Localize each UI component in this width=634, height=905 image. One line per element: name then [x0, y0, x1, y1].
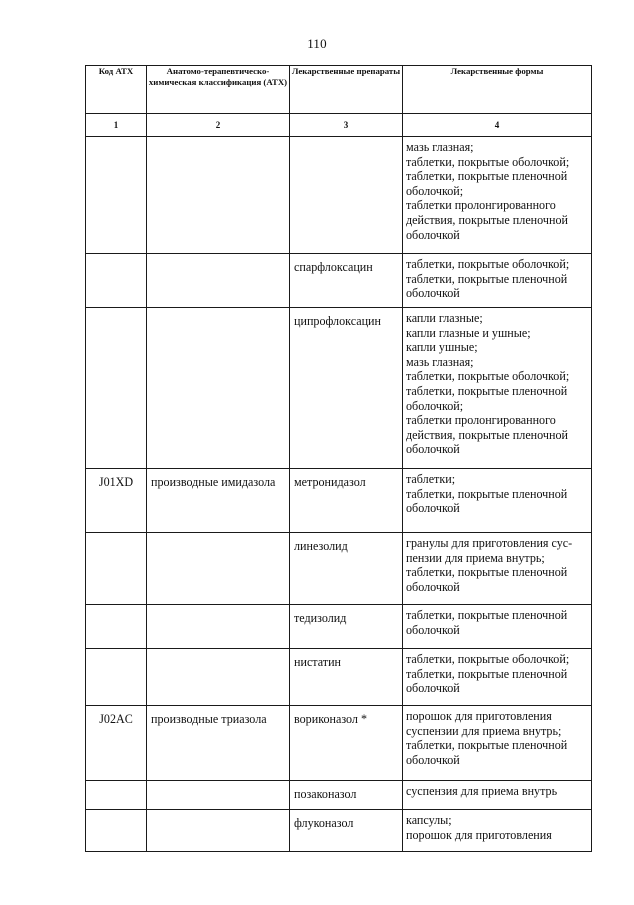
- dosage-forms-cell: [403, 308, 592, 469]
- drug-name-cell: [290, 137, 403, 254]
- table-row: [86, 254, 592, 308]
- table-row: [86, 706, 592, 781]
- column-number-row: [86, 114, 592, 137]
- drug-name-cell: ципрофлоксацин: [290, 308, 403, 469]
- dosage-forms-cell: [403, 781, 592, 810]
- atc-group-cell: [147, 254, 290, 308]
- drug-name-cell: вориконазол *: [290, 706, 403, 781]
- table-row: [86, 533, 592, 605]
- atc-group-cell: [147, 810, 290, 852]
- atx-code-cell: [86, 533, 147, 605]
- dosage-form-line: гранулы для приготовления сус-: [406, 536, 573, 550]
- atc-group-cell: производные триазола: [147, 706, 290, 781]
- dosage-forms-cell: [403, 469, 592, 533]
- dosage-form-line: таблетки, покрытые оболочкой;: [406, 257, 570, 271]
- dosage-form-line: оболочкой;: [406, 183, 464, 198]
- dosage-forms-cell: [403, 706, 592, 781]
- atx-code-cell: [86, 308, 147, 469]
- table-row: [86, 781, 592, 810]
- header-row: [86, 66, 592, 114]
- dosage-form-line: оболочкой: [406, 579, 460, 594]
- dosage-forms-cell: [403, 254, 592, 308]
- dosage-form-line: таблетки, покрытые оболочкой;: [406, 652, 570, 666]
- dosage-form-line: таблетки пролонгированного: [406, 198, 556, 213]
- header-atc-classification: Анатомо-терапевтическо-химическая классификация (АТХ): [147, 66, 290, 114]
- drug-name-cell: метронидазол: [290, 469, 403, 533]
- dosage-forms-cell: [403, 605, 592, 649]
- header-drugs: Лекарственные препараты: [290, 66, 403, 114]
- header-atx-code: Код АТХ: [86, 66, 147, 114]
- atx-code-cell: J01XD: [86, 469, 147, 533]
- dosage-forms-cell: [403, 649, 592, 706]
- table-row: [86, 649, 592, 706]
- dosage-form-line: порошок для приготовления: [406, 709, 552, 723]
- dosage-form-line: суспензия для приема внутрь: [406, 784, 558, 798]
- atc-group-cell: [147, 649, 290, 706]
- atc-group-cell: [147, 533, 290, 605]
- table-row: [86, 308, 592, 469]
- drug-name-cell: тедизолид: [290, 605, 403, 649]
- dosage-form-line: оболочкой: [406, 442, 460, 457]
- dosage-form-line: таблетки, покрытые оболочкой;: [406, 369, 570, 384]
- dosage-form-line: таблетки, покрытые оболочкой;: [406, 154, 570, 169]
- atc-group-cell: [147, 308, 290, 469]
- atc-group-cell: [147, 781, 290, 810]
- dosage-form-line: таблетки, покрытые пленочной: [406, 565, 568, 580]
- dosage-form-line: таблетки пролонгированного: [406, 413, 556, 428]
- page-number: 110: [307, 36, 327, 51]
- dosage-form-line: капли ушные;: [406, 340, 478, 355]
- dosage-form-line: оболочкой: [406, 286, 460, 301]
- dosage-form-line: оболочкой: [406, 622, 460, 637]
- dosage-form-line: оболочкой: [406, 752, 460, 767]
- atx-code-cell: [86, 649, 147, 706]
- dosage-form-line: таблетки, покрытые пленочной: [406, 271, 568, 286]
- table-row: [86, 605, 592, 649]
- dosage-forms-cell: [403, 533, 592, 605]
- table-row: [86, 810, 592, 852]
- table-row: [86, 137, 592, 254]
- atc-group-cell: [147, 137, 290, 254]
- dosage-forms-cell: [403, 137, 592, 254]
- dosage-form-line: действия, покрытые пленочной: [406, 427, 568, 442]
- atx-code-cell: [86, 254, 147, 308]
- atc-group-cell: [147, 605, 290, 649]
- dosage-form-line: порошок для приготовления: [406, 827, 552, 842]
- drug-name-cell: флуконазол: [290, 810, 403, 852]
- column-number: 4: [403, 114, 592, 137]
- drug-table: [85, 65, 592, 852]
- column-number: 1: [86, 114, 147, 137]
- dosage-form-line: капсулы;: [406, 813, 452, 827]
- dosage-form-line: пензии для приема внутрь;: [406, 550, 545, 565]
- dosage-form-line: мазь глазная;: [406, 140, 474, 154]
- dosage-form-line: капли глазные и ушные;: [406, 325, 531, 340]
- dosage-form-line: мазь глазная;: [406, 354, 474, 369]
- dosage-form-line: оболочкой: [406, 681, 460, 696]
- dosage-form-line: таблетки, покрытые пленочной: [406, 738, 568, 753]
- atx-code-cell: [86, 781, 147, 810]
- drug-name-cell: нистатин: [290, 649, 403, 706]
- table-row: [86, 469, 592, 533]
- dosage-form-line: таблетки, покрытые пленочной: [406, 169, 568, 184]
- atx-code-cell: J02AC: [86, 706, 147, 781]
- atc-group-cell: производные имидазола: [147, 469, 290, 533]
- dosage-form-line: оболочкой;: [406, 398, 464, 413]
- dosage-form-line: таблетки, покрытые пленочной: [406, 666, 568, 681]
- atx-code-cell: [86, 810, 147, 852]
- dosage-form-line: суспензии для приема внутрь;: [406, 723, 562, 738]
- header-dosage-forms: Лекарственные формы: [403, 66, 592, 114]
- dosage-form-line: действия, покрытые пленочной: [406, 212, 568, 227]
- column-number: 2: [147, 114, 290, 137]
- dosage-form-line: таблетки, покрытые пленочной: [406, 383, 568, 398]
- dosage-form-line: оболочкой: [406, 227, 460, 242]
- table-body: [86, 137, 592, 852]
- atx-code-cell: [86, 137, 147, 254]
- drug-name-cell: спарфлоксацин: [290, 254, 403, 308]
- dosage-form-line: оболочкой: [406, 501, 460, 516]
- dosage-form-line: таблетки;: [406, 472, 456, 486]
- column-number: 3: [290, 114, 403, 137]
- dosage-form-line: таблетки, покрытые пленочной: [406, 608, 568, 622]
- drug-name-cell: линезолид: [290, 533, 403, 605]
- drug-name-cell: позаконазол: [290, 781, 403, 810]
- dosage-form-line: капли глазные;: [406, 311, 483, 325]
- atx-code-cell: [86, 605, 147, 649]
- dosage-forms-cell: [403, 810, 592, 852]
- dosage-form-line: таблетки, покрытые пленочной: [406, 486, 568, 501]
